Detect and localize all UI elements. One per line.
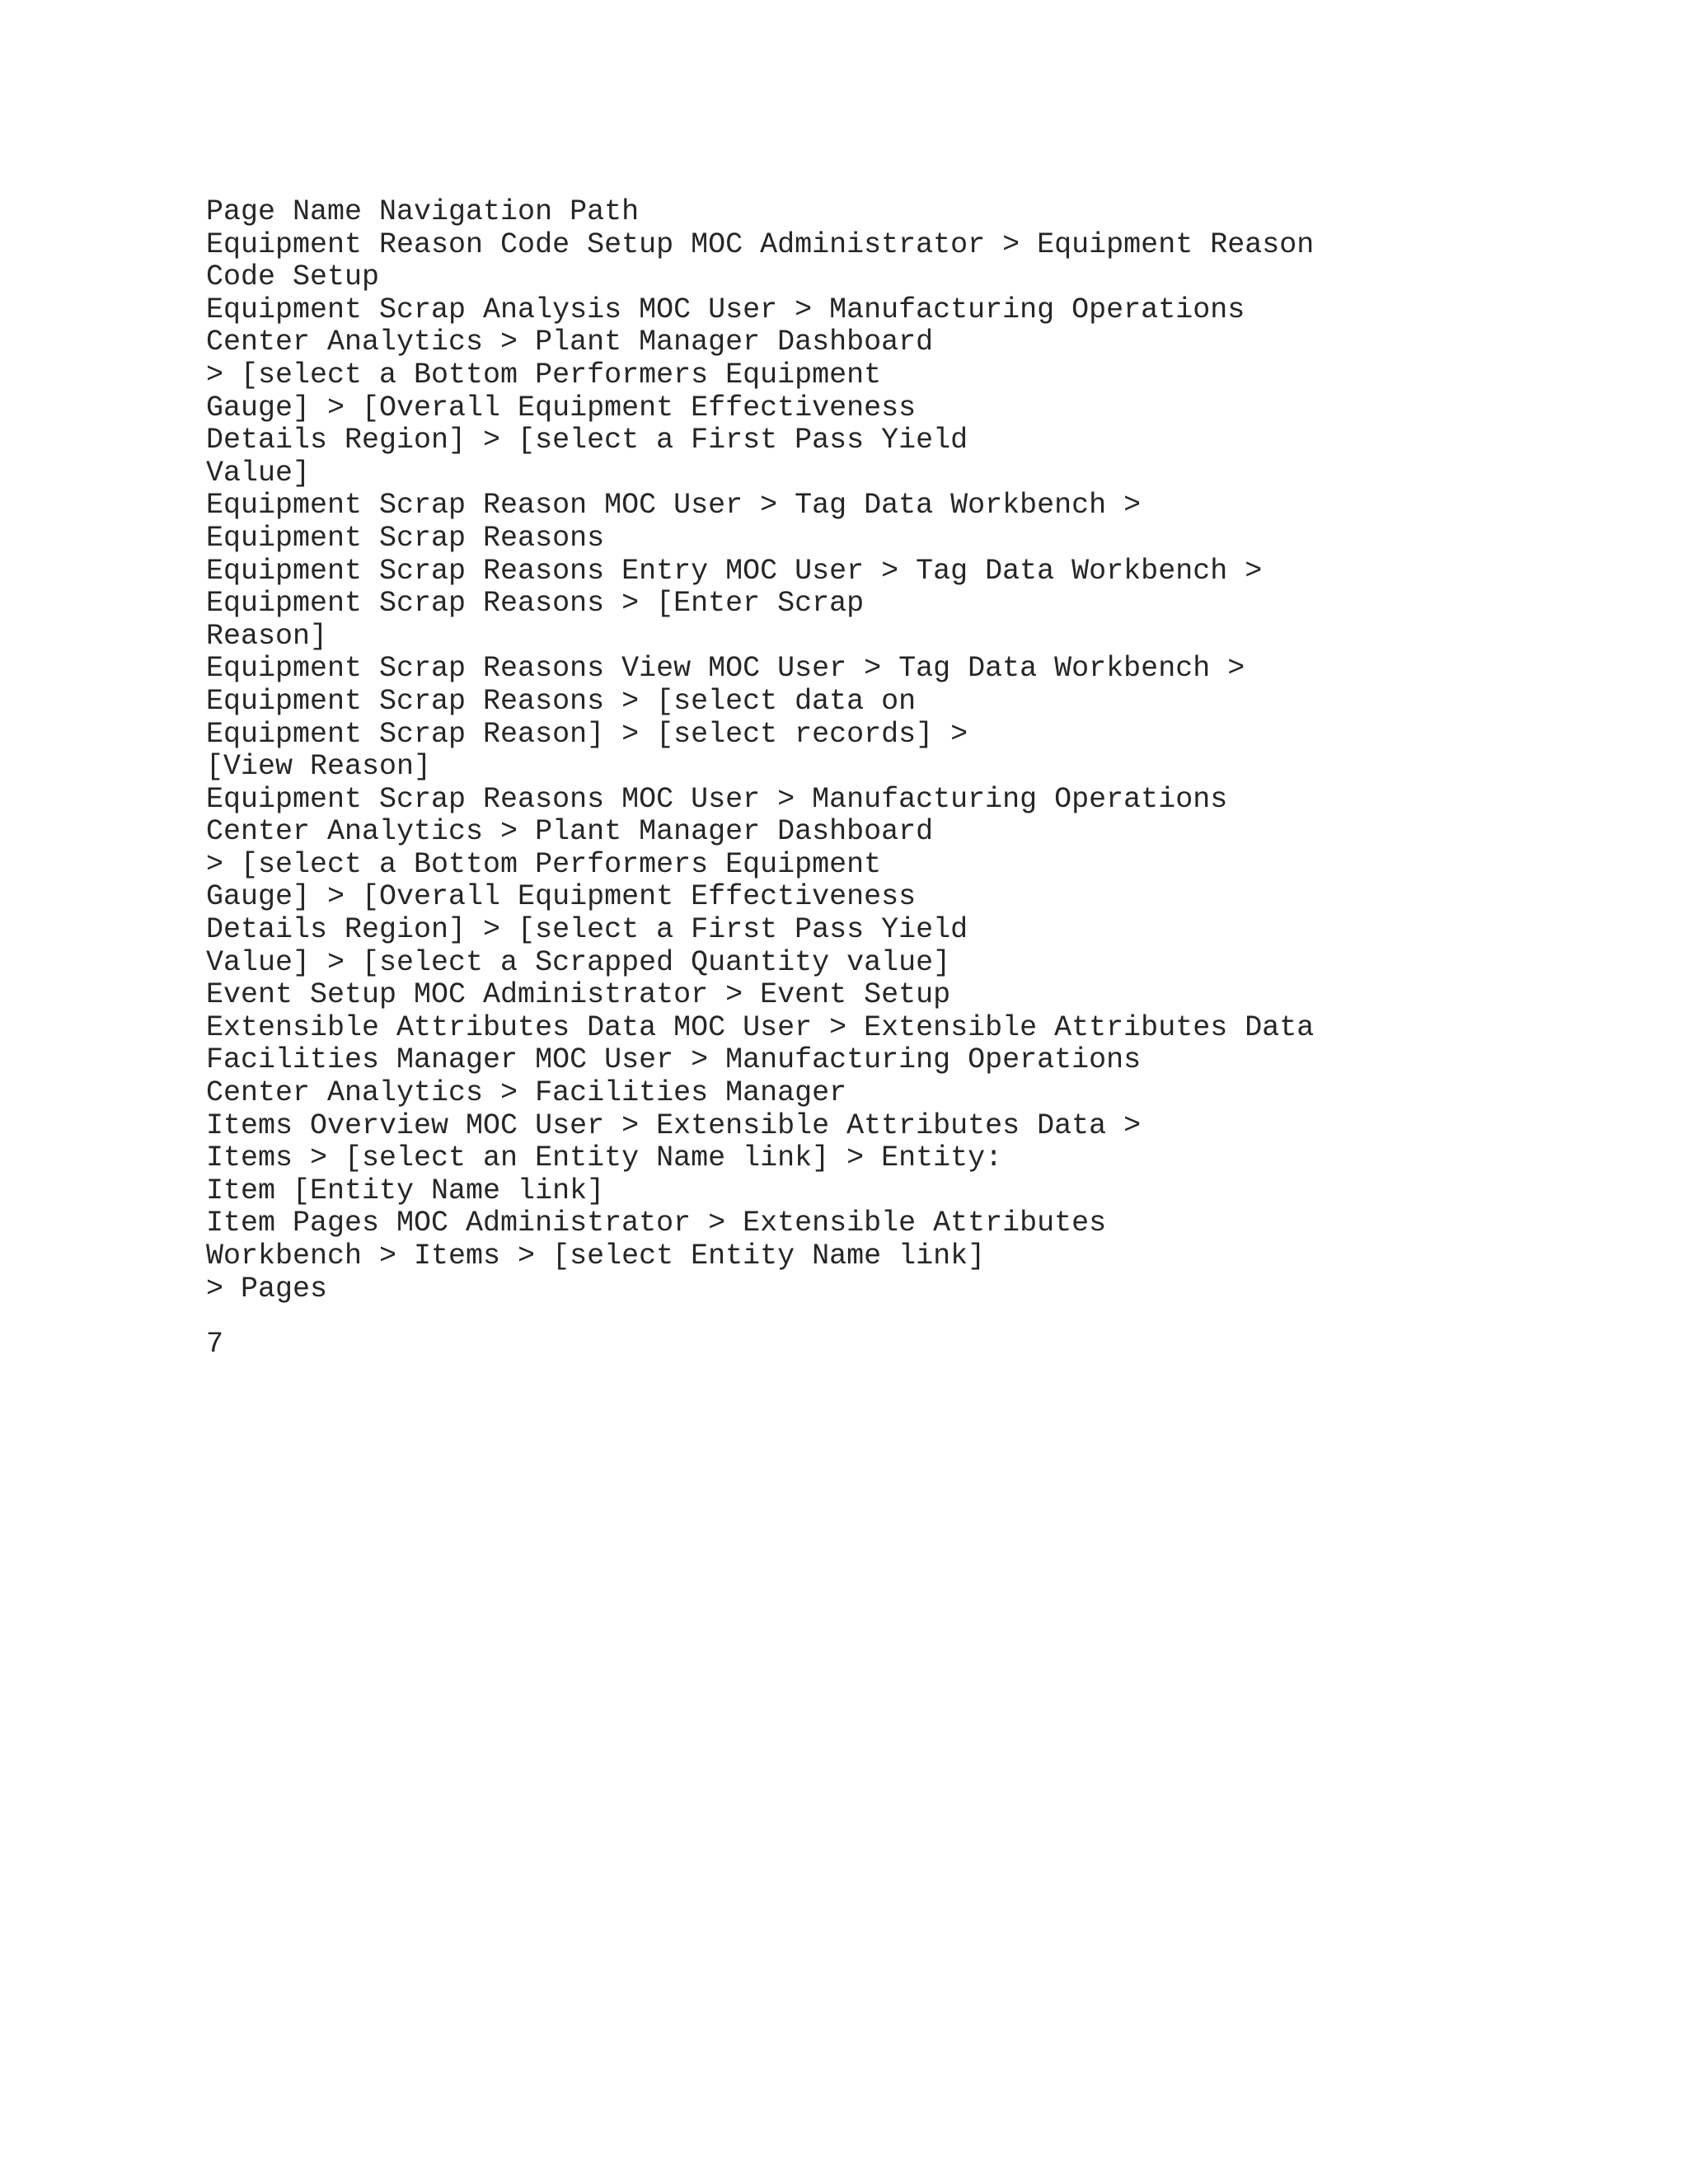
text-line: Items > [select an Entity Name link] > Entity:	[206, 1141, 1003, 1175]
text-line: Equipment Scrap Reasons	[206, 521, 605, 555]
text-line: Item [Entity Name link]	[206, 1174, 605, 1207]
text-line: Equipment Reason Code Setup MOC Administrator > Equipment Reason	[206, 227, 1315, 261]
navigation-path-table	[206, 196, 1314, 1305]
text-line: Equipment Scrap Reasons View MOC User > Tag Data Workbench >	[206, 652, 1245, 686]
text-line: Equipment Scrap Reasons > [select data on	[206, 684, 917, 718]
text-line: Item Pages MOC Administrator > Extensible Attributes	[206, 1207, 1107, 1240]
text-line: Details Region] > [select a First Pass Yield	[206, 913, 968, 947]
text-line: > [select a Bottom Performers Equipment	[206, 847, 882, 881]
text-line: Details Region] > [select a First Pass Yield	[206, 424, 968, 457]
text-line: Extensible Attributes Data MOC User > Extensible Attributes Data	[206, 1010, 1315, 1044]
text-line: Equipment Scrap Reason MOC User > Tag Data Workbench >	[206, 489, 1142, 523]
text-line: Equipment Scrap Analysis MOC User > Manufacturing Operations	[206, 293, 1245, 326]
text-line: > Pages	[206, 1272, 328, 1305]
text-line: > [select a Bottom Performers Equipment	[206, 358, 882, 391]
text-line: Reason]	[206, 619, 328, 653]
text-line: Value]	[206, 456, 311, 490]
text-line: Equipment Scrap Reasons > [Enter Scrap	[206, 587, 865, 621]
page-number: 7	[206, 1328, 224, 1361]
text-line: Code Setup	[206, 260, 380, 294]
text-line: Center Analytics > Facilities Manager	[206, 1076, 847, 1110]
text-line: Equipment Scrap Reasons MOC User > Manufacturing Operations	[206, 782, 1228, 816]
text-line: Value] > [select a Scrapped Quantity value]	[206, 945, 951, 979]
text-line: Equipment Scrap Reasons Entry MOC User > Tag Data Workbench >	[206, 554, 1263, 588]
text-line: Center Analytics > Plant Manager Dashboard	[206, 326, 934, 359]
text-line: Center Analytics > Plant Manager Dashboard	[206, 815, 934, 849]
text-line: Equipment Scrap Reason] > [select records] >	[206, 717, 968, 751]
text-line: Gauge] > [Overall Equipment Effectiveness	[206, 880, 917, 914]
text-line: [View Reason]	[206, 750, 432, 784]
text-line: Facilities Manager MOC User > Manufacturing Operations	[206, 1043, 1142, 1077]
text-line: Workbench > Items > [select Entity Name link]	[206, 1240, 986, 1272]
text-line: Items Overview MOC User > Extensible Attributes Data >	[206, 1108, 1142, 1142]
text-line: Event Setup MOC Administrator > Event Setup	[206, 978, 951, 1012]
text-line: Gauge] > [Overall Equipment Effectiveness	[206, 391, 917, 424]
table-header-line: Page Name Navigation Path	[206, 195, 640, 228]
